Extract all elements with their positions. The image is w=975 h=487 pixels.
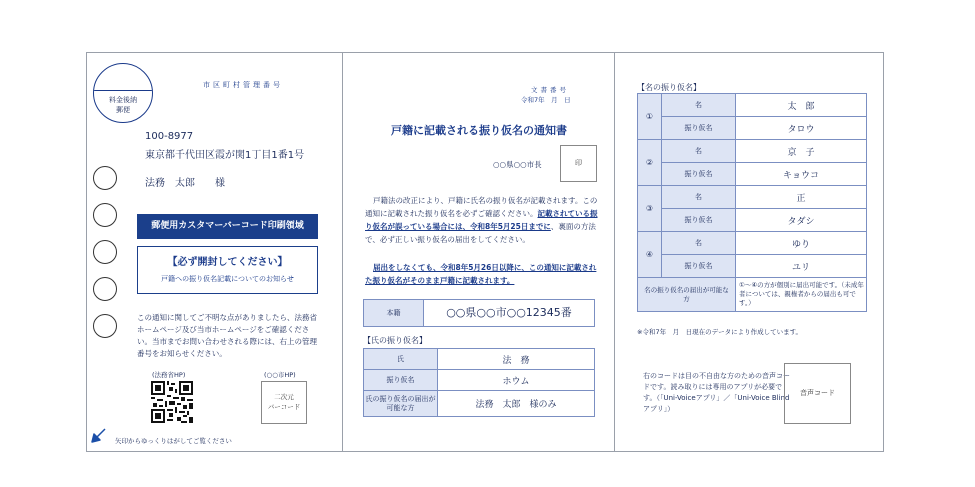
- surname-kana-label: 振り仮名: [364, 370, 438, 391]
- binder-hole: [93, 277, 117, 301]
- table-row: [638, 232, 867, 255]
- city-hp-label: (○○市HP): [264, 371, 296, 379]
- official-seal: 印: [560, 145, 597, 182]
- notice-panel: [342, 53, 614, 451]
- notice-paragraph-2: [365, 261, 599, 287]
- table-row: [364, 349, 595, 370]
- postage-stamp-mark: [93, 63, 153, 123]
- kana-value: タロウ: [736, 117, 867, 140]
- name-label: 名: [662, 140, 736, 163]
- table-row: [638, 117, 867, 140]
- name-value: ゆり: [736, 232, 867, 255]
- kana-label: 振り仮名: [662, 255, 736, 278]
- para1-text-b: 、裏面の方法で、必ず正しい振り仮名の届出をしてください。: [365, 222, 596, 244]
- notice-paragraph-1: [365, 194, 599, 246]
- city-2d-barcode-placeholder: [261, 381, 307, 424]
- table-row: [638, 186, 867, 209]
- kana-label: 振り仮名: [662, 117, 736, 140]
- surname-label: 氏: [364, 349, 438, 370]
- filer-note: ①〜④の方が個別に届出可能です。（未成年者については、親権者からの届出も可です。）: [736, 278, 867, 312]
- table-row: [638, 278, 867, 312]
- binder-hole: [93, 166, 117, 190]
- notice-title: 戸籍に記載される振り仮名の通知書: [391, 124, 567, 137]
- person-number: ④: [638, 232, 662, 278]
- surname-kana-heading: 【氏の振り仮名】: [363, 336, 427, 345]
- surname-filer-value: 法務 太郎 様のみ: [438, 391, 595, 417]
- qr-code-icon[interactable]: [151, 381, 193, 423]
- binder-hole: [93, 203, 117, 227]
- surname-kana-table: [363, 348, 595, 417]
- peel-arrow-icon[interactable]: [91, 427, 107, 443]
- table-row: [638, 163, 867, 186]
- must-open-title: 【必ず開封してください】: [167, 257, 288, 268]
- given-name-kana-heading: 【名の振り仮名】: [637, 83, 701, 92]
- name-label: 名: [662, 186, 736, 209]
- given-name-kana-table: [637, 93, 867, 312]
- recipient-name: 法務 太郎 様: [145, 178, 225, 189]
- must-open-subtitle: 戸籍への振り仮名記載についてのお知らせ: [161, 275, 294, 283]
- kana-value: ユリ: [736, 255, 867, 278]
- document-date: 令和7年 月 日: [521, 96, 571, 104]
- para1-text-a: 戸籍法の改正により、戸籍に氏名の振り仮名が記載されます。この通知に記載された振り仮名を必ずご確認ください。: [365, 196, 598, 218]
- postal-code: 100-8977: [145, 131, 194, 142]
- person-number: ①: [638, 94, 662, 140]
- address-panel: [87, 53, 342, 451]
- surname-filer-label: 氏の振り仮名の届出が可能な方: [364, 391, 438, 417]
- name-value: 京 子: [736, 140, 867, 163]
- must-open-box: [137, 246, 318, 294]
- notice-sheet: [86, 52, 884, 452]
- recipient-address: 東京都千代田区霞が関1丁目1番1号: [145, 150, 305, 161]
- binder-hole: [93, 314, 117, 338]
- name-label: 名: [662, 94, 736, 117]
- table-row: [638, 255, 867, 278]
- name-label: 名: [662, 232, 736, 255]
- code-box-line2: バーコード: [267, 403, 301, 411]
- kana-label: 振り仮名: [662, 209, 736, 232]
- honseki-label: 本籍: [364, 300, 424, 326]
- para2-text-a: 届出をしなくても、: [373, 263, 441, 272]
- customer-barcode-area: 郵便用カスタマーバーコード印刷領域: [137, 214, 318, 239]
- stamp-line1: 料金後納: [109, 96, 137, 104]
- table-row: [364, 370, 595, 391]
- surname-kana-value: ホウム: [438, 370, 595, 391]
- name-value: 正: [736, 186, 867, 209]
- moj-hp-label: (法務省HP): [152, 371, 186, 379]
- voice-code-description: 右のコードは目の不自由な方のための音声コードです。読み取りには専用のアプリが必要です。（「Uni-Voiceアプリ」／「Uni-Voice Blindアプリ」）: [643, 372, 790, 413]
- given-name-panel: [614, 53, 885, 451]
- kana-label: 振り仮名: [662, 163, 736, 186]
- data-date-note: ※令和7年 月 日現在のデータにより作成しています。: [637, 328, 803, 336]
- kana-value: タダシ: [736, 209, 867, 232]
- person-number: ③: [638, 186, 662, 232]
- table-row: [638, 140, 867, 163]
- peel-instruction: 矢印からゆっくりはがしてご覧ください: [115, 437, 232, 445]
- document-number-label: 文書番号: [531, 86, 569, 94]
- registered-domicile: [363, 299, 595, 327]
- para2-warning: 令和8年5月26日以降に、この通知に記載された振り仮名がそのまま戸籍に記載されます。: [365, 263, 597, 285]
- inquiry-text: この通知に関してご不明な点がありましたら、法務省ホームページ及び当市ホームページをご確認ください。当市までお問い合わせされる際には、右上の管理番号をお知らせください。: [137, 313, 317, 358]
- name-value: 太 郎: [736, 94, 867, 117]
- stamp-line2: 郵便: [116, 106, 130, 114]
- voice-code-placeholder: 音声コード: [784, 363, 851, 424]
- kana-value: キョウコ: [736, 163, 867, 186]
- honseki-value: ○○県○○市○○12345番: [446, 306, 572, 319]
- surname-value: 法 務: [438, 349, 595, 370]
- table-row: [638, 209, 867, 232]
- person-number: ②: [638, 140, 662, 186]
- code-box-line1: 二次元: [274, 393, 294, 401]
- binder-hole: [93, 240, 117, 264]
- table-row: [364, 391, 595, 417]
- filer-label: 名の振り仮名の届出が可能な方: [638, 278, 736, 312]
- management-number-label: 市区町村管理番号: [203, 81, 283, 89]
- table-row: [638, 94, 867, 117]
- para1-deadline: 記載されている振り仮名が誤っている場合には、令和8年5月25日までに: [365, 209, 598, 231]
- mayor-name: ○○県○○市長: [493, 160, 542, 169]
